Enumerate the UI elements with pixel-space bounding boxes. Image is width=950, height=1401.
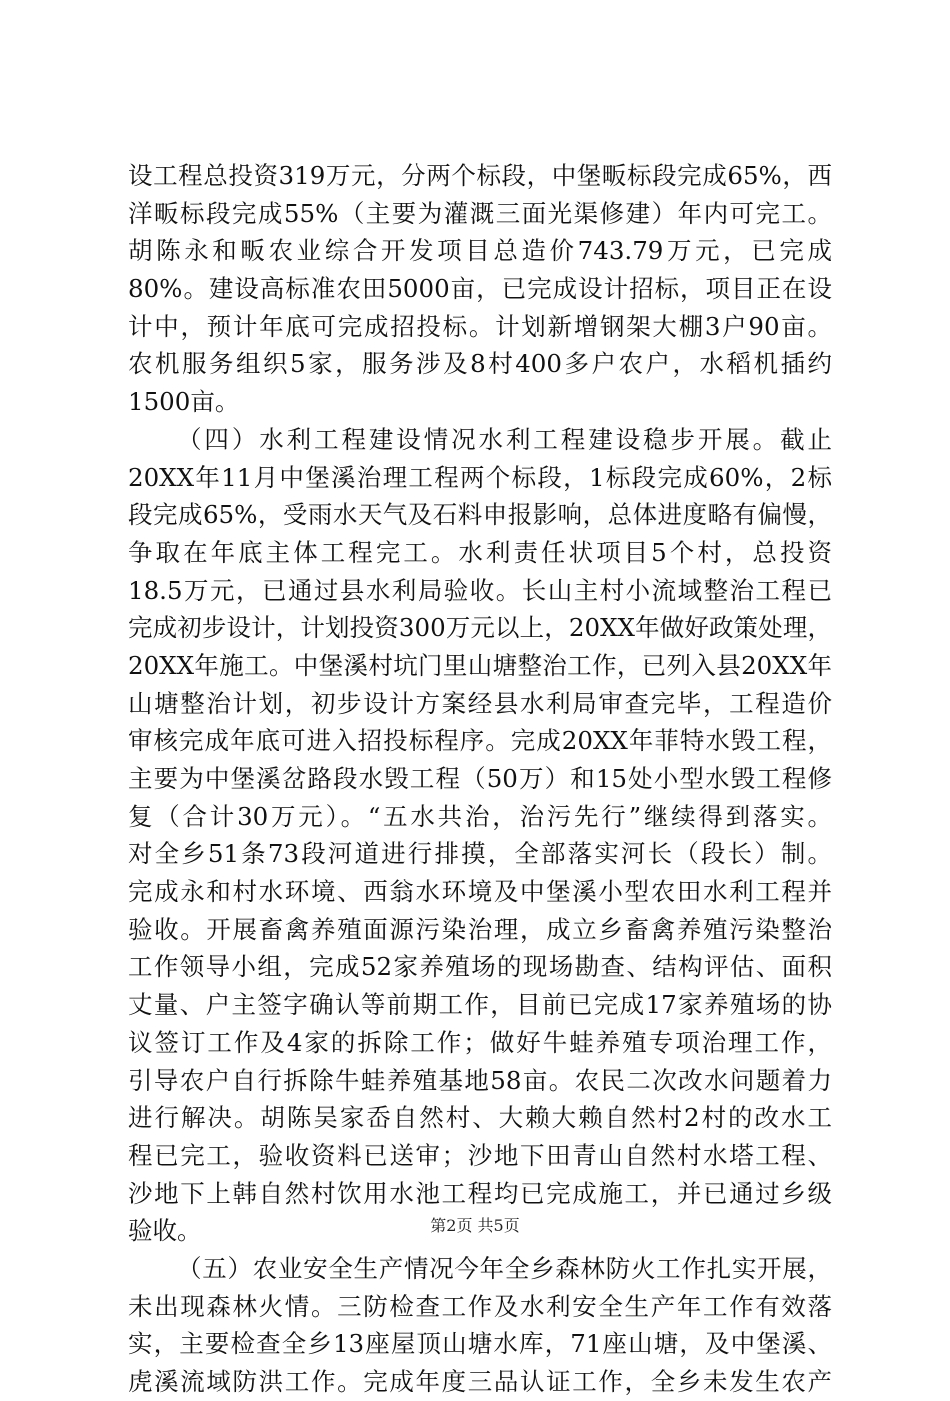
text-line: 复（合计30万元）。“五水共治，治污先行”继续得到落实。 — [128, 801, 832, 831]
text-line: 工作领导小组，完成52家养殖场的现场勘查、结构评估、面积 — [128, 952, 832, 982]
text-line: 段完成65%，受雨水天气及石料申报影响，总体进度略有偏慢， — [128, 500, 832, 530]
text-line: 主要为中堡溪岔路段水毁工程（50万）和15处小型水毁工程修 — [128, 764, 832, 793]
text-line: 争取在年底主体工程完工。水利责任状项目5个村，总投资 — [128, 537, 832, 567]
text-line: 计中，预计年底可完成招投标。计划新增钢架大棚3户90亩。 — [128, 311, 832, 341]
text-line: 80%。建设高标准农田5000亩，已完成设计招标，项目正在设 — [128, 274, 832, 304]
text-line: 完成永和村水环境、西翁水环境及中堡溪小型农田水利工程并 — [128, 877, 832, 907]
text-line: 验收。开展畜禽养殖面源污染治理，成立乡畜禽养殖污染整治 — [128, 914, 832, 944]
text-line: 议签订工作及4家的拆除工作；做好牛蛙养殖专项治理工作， — [128, 1027, 832, 1057]
text-line: 丈量、户主签字确认等前期工作，目前已完成17家养殖场的协 — [128, 990, 832, 1020]
text-line: 山塘整治计划，初步设计方案经县水利局审查完毕，工程造价 — [128, 688, 832, 718]
page-number-footer: 第2页 共5页 — [430, 1216, 520, 1235]
text-line: 洋畈标段完成55%（主要为灌溉三面光渠修建）年内可完工。 — [128, 198, 832, 228]
text-line: 设工程总投资319万元，分两个标段，中堡畈标段完成65%，西 — [128, 161, 832, 190]
paragraph-start-line: （五）农业安全生产情况今年全乡森林防火工作扎实开展， — [177, 1253, 832, 1283]
text-line: 程已完工，验收资料已送审；沙地下田青山自然村水塔工程、 — [128, 1140, 832, 1170]
paragraph-start-line: （四）水利工程建设情况水利工程建设稳步开展。截止 — [177, 424, 832, 454]
text-line: 20XX年11月中堡溪治理工程两个标段，1标段完成60%，2标 — [128, 462, 832, 492]
text-line: 农机服务组织5家，服务涉及8村400多户农户，水稻机插约 — [128, 349, 832, 379]
text-line: 引导农户自行拆除牛蛙养殖基地58亩。农民二次改水问题着力 — [128, 1065, 832, 1095]
text-line: 审核完成年底可进入招投标程序。完成20XX年菲特水毁工程， — [128, 726, 832, 756]
text-line: 完成初步设计，计划投资300万元以上，20XX年做好政策处理， — [128, 613, 832, 643]
text-line: 进行解决。胡陈吴家岙自然村、大赖大赖自然村2村的改水工 — [128, 1103, 832, 1133]
text-line: 虎溪流域防洪工作。完成年度三品认证工作，全乡未发生农产 — [128, 1367, 832, 1396]
text-line: 沙地下上韩自然村饮用水池工程均已完成施工，并已通过乡级 — [128, 1178, 832, 1208]
document-body — [128, 157, 832, 1401]
text-line: 18.5万元，已通过县水利局验收。长山主村小流域整治工程已 — [128, 575, 832, 605]
text-line: 对全乡51条73段河道进行排摸，全部落实河长（段长）制。 — [128, 839, 832, 869]
text-line: 验收。 — [128, 1216, 202, 1246]
text-line: 1500亩。 — [128, 387, 240, 417]
text-line: 实，主要检查全乡13座屋顶山塘水库，71座山塘，及中堡溪、 — [128, 1329, 832, 1359]
text-line: 胡陈永和畈农业综合开发项目总造价743.79万元，已完成 — [128, 236, 832, 266]
text-line: 20XX年施工。中堡溪村坑门里山塘整治工作，已列入县20XX年 — [128, 650, 832, 680]
text-line: 未出现森林火情。三防检查工作及水利安全生产年工作有效落 — [128, 1291, 832, 1321]
